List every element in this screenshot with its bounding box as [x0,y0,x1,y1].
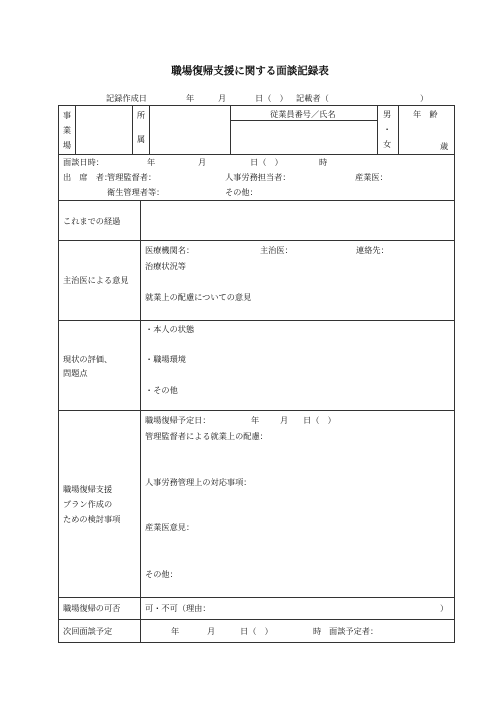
plan-doctor-opinion: 産業医意見： [145,522,195,532]
age-label: 年 齢 [413,109,438,119]
physician-institution: 医療機関名： [145,245,195,255]
row-rule [58,200,455,201]
document-title: 職場復帰支援に関する面談記録表 [171,65,329,77]
history-label: これまでの経過 [63,216,121,226]
attendee-doctor: 産業医： [355,172,388,182]
plan-month: 月 [280,415,289,425]
physician-section-label: 主治医による意見 [63,275,129,285]
row-rule [58,154,455,155]
interview-datetime-label: 面談日時： [63,157,104,167]
row-rule [58,619,455,620]
approval-label: 職場復帰の可否 [63,603,121,613]
physician-doctor: 主治医： [260,245,293,255]
gender-dot: ・ [383,124,392,134]
workplace-label: 事 業 場 [62,110,72,150]
plan-label-line3: ための検討事項 [63,514,121,524]
next-day: 日（ ） [240,626,273,636]
plan-return-date: 職場復帰予定日： [145,415,211,425]
next-label: 次回面談予定 [63,626,113,636]
interview-year: 年 [147,157,156,167]
interview-month: 月 [198,157,207,167]
gender-male: 男 [383,109,392,119]
plan-other: その他： [145,569,178,579]
attendees-label: 出 席 者： [63,172,113,182]
col-rule [377,105,378,155]
table-border-bottom [58,642,455,643]
attendee-other: その他： [225,187,258,197]
col-rule [75,105,76,155]
approval-close: ） [440,603,449,613]
attendee-hygiene: 衛生管理者等： [107,187,165,197]
record-month: 月 [218,93,227,103]
plan-manager-notes: 管理監督者による就業上の配慮： [145,431,268,441]
interview-hour: 時 [319,157,328,167]
physician-work-notes: 就業上の配慮についての意見 [145,292,252,302]
evaluation-other: ・その他 [145,385,178,395]
table-border-top [58,105,455,106]
col-rule [230,105,231,155]
plan-label-line2: プラン作成の [63,499,113,509]
plan-year: 年 [251,415,260,425]
interview-day: 日（ ） [250,157,283,167]
age-unit: 歳 [440,141,449,151]
affiliation-text: 所 属 [136,110,146,144]
col-rule [398,105,399,155]
physician-treatment: 治療状況等 [145,261,186,271]
next-hour: 時 [313,626,322,636]
col-rule [149,105,150,155]
attendee-manager: 管理監督者： [107,172,157,182]
row-rule [58,320,455,321]
next-year: 年 [171,626,180,636]
evaluation-self: ・本人の状態 [145,324,195,334]
record-year: 年 [186,93,195,103]
plan-label-line1: 職場復帰支援 [63,484,113,494]
physician-contact: 連絡先： [356,245,389,255]
employee-header-rule [230,120,377,121]
evaluation-label-line1: 現状の評価、 [63,354,113,364]
evaluation-label-line2: 問題点 [63,368,88,378]
row-rule [58,240,455,241]
table-border-right [454,105,455,643]
plan-day: 日（ ） [303,415,336,425]
row-rule [58,597,455,598]
row-rule [58,410,455,411]
affiliation-label [136,110,146,155]
next-scheduler: 面談予定者： [329,626,379,636]
plan-hr-notes: 人事労務管理上の対応事項： [145,477,252,487]
gender-female: 女 [383,139,392,149]
recorder-label: 記載者（ [296,93,329,103]
label-col-rule [140,200,141,643]
record-day: 日（ ） [255,93,288,103]
evaluation-env: ・職場環境 [145,354,186,364]
approval-value: 可・不可（理由： [145,603,211,613]
table-border-left [58,105,59,643]
col-rule [132,105,133,155]
record-created-label: 記録作成日 [106,93,147,103]
employee-number-name-label: 従業員番号／氏名 [270,109,336,119]
recorder-close: ） [420,93,429,103]
attendee-hr: 人事労務担当者： [225,172,291,182]
next-month: 月 [207,626,216,636]
